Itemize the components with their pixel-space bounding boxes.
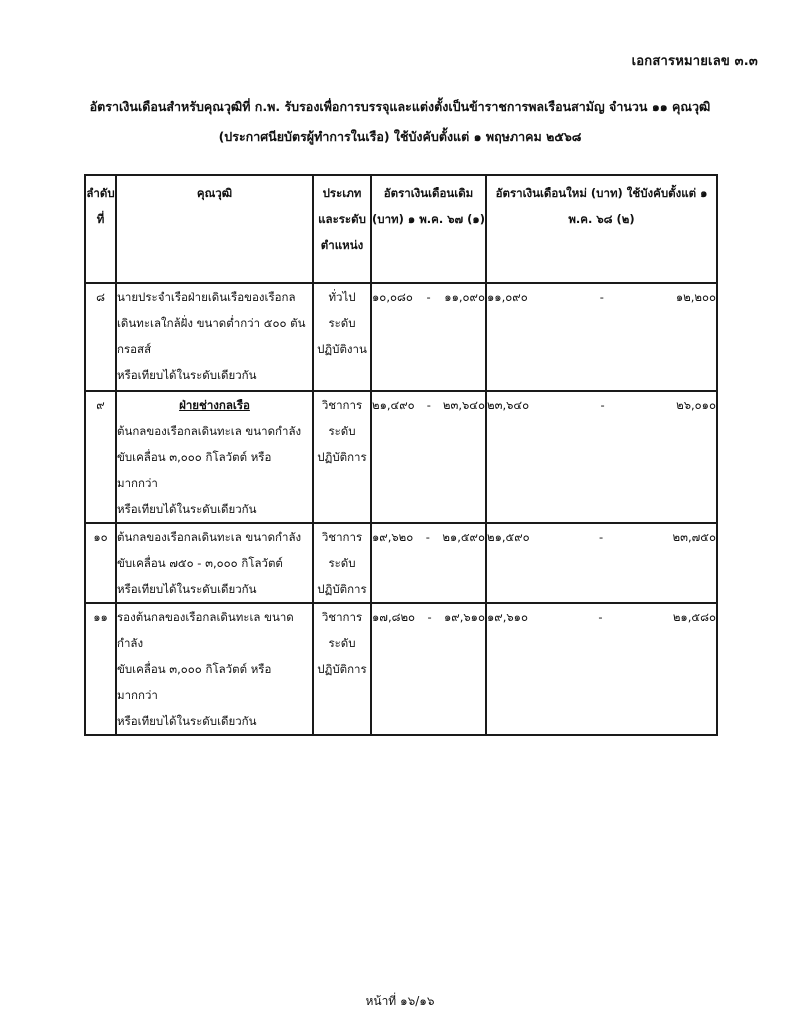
new-rate-min: ๒๓,๖๔๐ xyxy=(487,398,530,412)
table-row xyxy=(85,603,717,735)
old-rate-min: ๒๑,๔๙๐ xyxy=(372,398,415,412)
old-rate-cell: ๒๑,๔๙๐ - ๒๓,๖๔๐ xyxy=(371,391,486,523)
old-rate-cell: ๑๗,๘๒๐ - ๑๙,๖๑๐ xyxy=(371,603,486,735)
document-number: เอกสารหมายเลข ๓.๓ xyxy=(631,54,758,69)
row-number: ๙ xyxy=(96,398,105,412)
new-rate-max: ๒๑,๕๘๐ xyxy=(672,610,716,624)
salary-rate-table xyxy=(84,174,718,736)
old-rate-max: ๑๑,๐๙๐ xyxy=(444,290,485,304)
table-row xyxy=(85,523,717,603)
type-level-cell: ทั่วไป ระดับ ปฏิบัติงาน xyxy=(313,283,371,391)
section-heading: ฝ่ายช่างกลเรือ xyxy=(179,398,250,412)
new-rate-max: ๒๓,๗๕๐ xyxy=(672,530,716,544)
row-number: ๑๐ xyxy=(93,530,108,544)
type-level-cell: วิชาการ ระดับ ปฏิบัติการ xyxy=(313,603,371,735)
table-row xyxy=(85,391,717,523)
qualification-cell: ต้นกลของเรือกลเดินทะเล ขนาดกำลัง ขับเคลื่อน ๗๕๐ - ๓,๐๐๐ กิโลวัตต์ หรือเทียบได้ในระดับเดียวกัน xyxy=(116,523,313,603)
page-number: หน้าที่ ๑๖/๑๖ xyxy=(365,994,435,1008)
qualification-cell: รองต้นกลของเรือกลเดินทะเล ขนาดกำลัง ขับเคลื่อน ๓,๐๐๐ กิโลวัตต์ หรือมากกว่า หรือเทียบได้ในระดับเดียวกัน xyxy=(116,603,313,735)
header-old-rate: อัตราเงินเดือนเดิม (บาท) ๑ พ.ค. ๖๗ (๑) xyxy=(371,175,486,283)
new-rate-min: ๑๙,๖๑๐ xyxy=(487,610,528,624)
type-level-cell: วิชาการ ระดับ ปฏิบัติการ xyxy=(313,523,371,603)
row-number: ๘ xyxy=(96,290,105,304)
header-type-level: ประเภท และระดับ ตำแหน่ง xyxy=(313,175,371,283)
qualification-cell: ฝ่ายช่างกลเรือ ต้นกลของเรือกลเดินทะเล ขนาดกำลัง ขับเคลื่อน ๓,๐๐๐ กิโลวัตต์ หรือมากกว่า หรือเทียบได้ในระดับเดียวกัน xyxy=(116,391,313,523)
header-no: ลำดับ ที่ xyxy=(85,175,116,283)
new-rate-cell: ๒๓,๖๔๐ - ๒๖,๐๑๐ xyxy=(486,391,717,523)
old-rate-max: ๒๑,๕๙๐ xyxy=(442,530,485,544)
old-rate-cell: ๑๐,๐๘๐ - ๑๑,๐๙๐ xyxy=(371,283,486,391)
new-rate-cell: ๒๑,๕๙๐ - ๒๓,๗๕๐ xyxy=(486,523,717,603)
old-rate-min: ๑๐,๐๘๐ xyxy=(372,290,413,304)
old-rate-max: ๑๙,๖๑๐ xyxy=(443,610,485,624)
table-row xyxy=(85,283,717,391)
old-rate-min: ๑๗,๘๒๐ xyxy=(372,610,416,624)
new-rate-cell: ๑๑,๐๙๐ - ๑๒,๒๐๐ xyxy=(486,283,717,391)
type-level-cell: วิชาการ ระดับ ปฏิบัติการ xyxy=(313,391,371,523)
new-rate-min: ๒๑,๕๙๐ xyxy=(487,530,530,544)
qualification-cell: นายประจำเรือฝ่ายเดินเรือของเรือกล เดินทะเลใกล้ฝั่ง ขนาดต่ำกว่า ๕๐๐ ตันกรอสส์ หรือเทียบได้ในระดับเดียวกัน xyxy=(116,283,313,391)
new-rate-cell: ๑๙,๖๑๐ - ๒๑,๕๘๐ xyxy=(486,603,717,735)
document-title-line-1: อัตราเงินเดือนสำหรับคุณวุฒิที่ ก.พ. รับรองเพื่อการบรรจุและแต่งตั้งเป็นข้าราชการพลเรือนสามัญ จำนวน ๑๑ คุณวุฒิ xyxy=(89,99,711,114)
new-rate-min: ๑๑,๐๙๐ xyxy=(487,290,528,304)
header-qualification: คุณวุฒิ xyxy=(116,175,313,283)
row-number: ๑๑ xyxy=(93,610,108,624)
new-rate-max: ๑๒,๒๐๐ xyxy=(675,290,716,304)
header-new-rate: อัตราเงินเดือนใหม่ (บาท) ใช้บังคับตั้งแต่ ๑ พ.ค. ๖๘ (๒) xyxy=(486,175,717,283)
table-header-row xyxy=(85,175,717,283)
old-rate-min: ๑๙,๖๒๐ xyxy=(372,530,414,544)
document-title-line-2: (ประกาศนียบัตรผู้ทำการในเรือ) ใช้บังคับตั้งแต่ ๑ พฤษภาคม ๒๕๖๘ xyxy=(218,129,582,144)
old-rate-cell: ๑๙,๖๒๐ - ๒๑,๕๙๐ xyxy=(371,523,486,603)
old-rate-max: ๒๓,๖๔๐ xyxy=(442,398,485,412)
new-rate-max: ๒๖,๐๑๐ xyxy=(676,398,716,412)
